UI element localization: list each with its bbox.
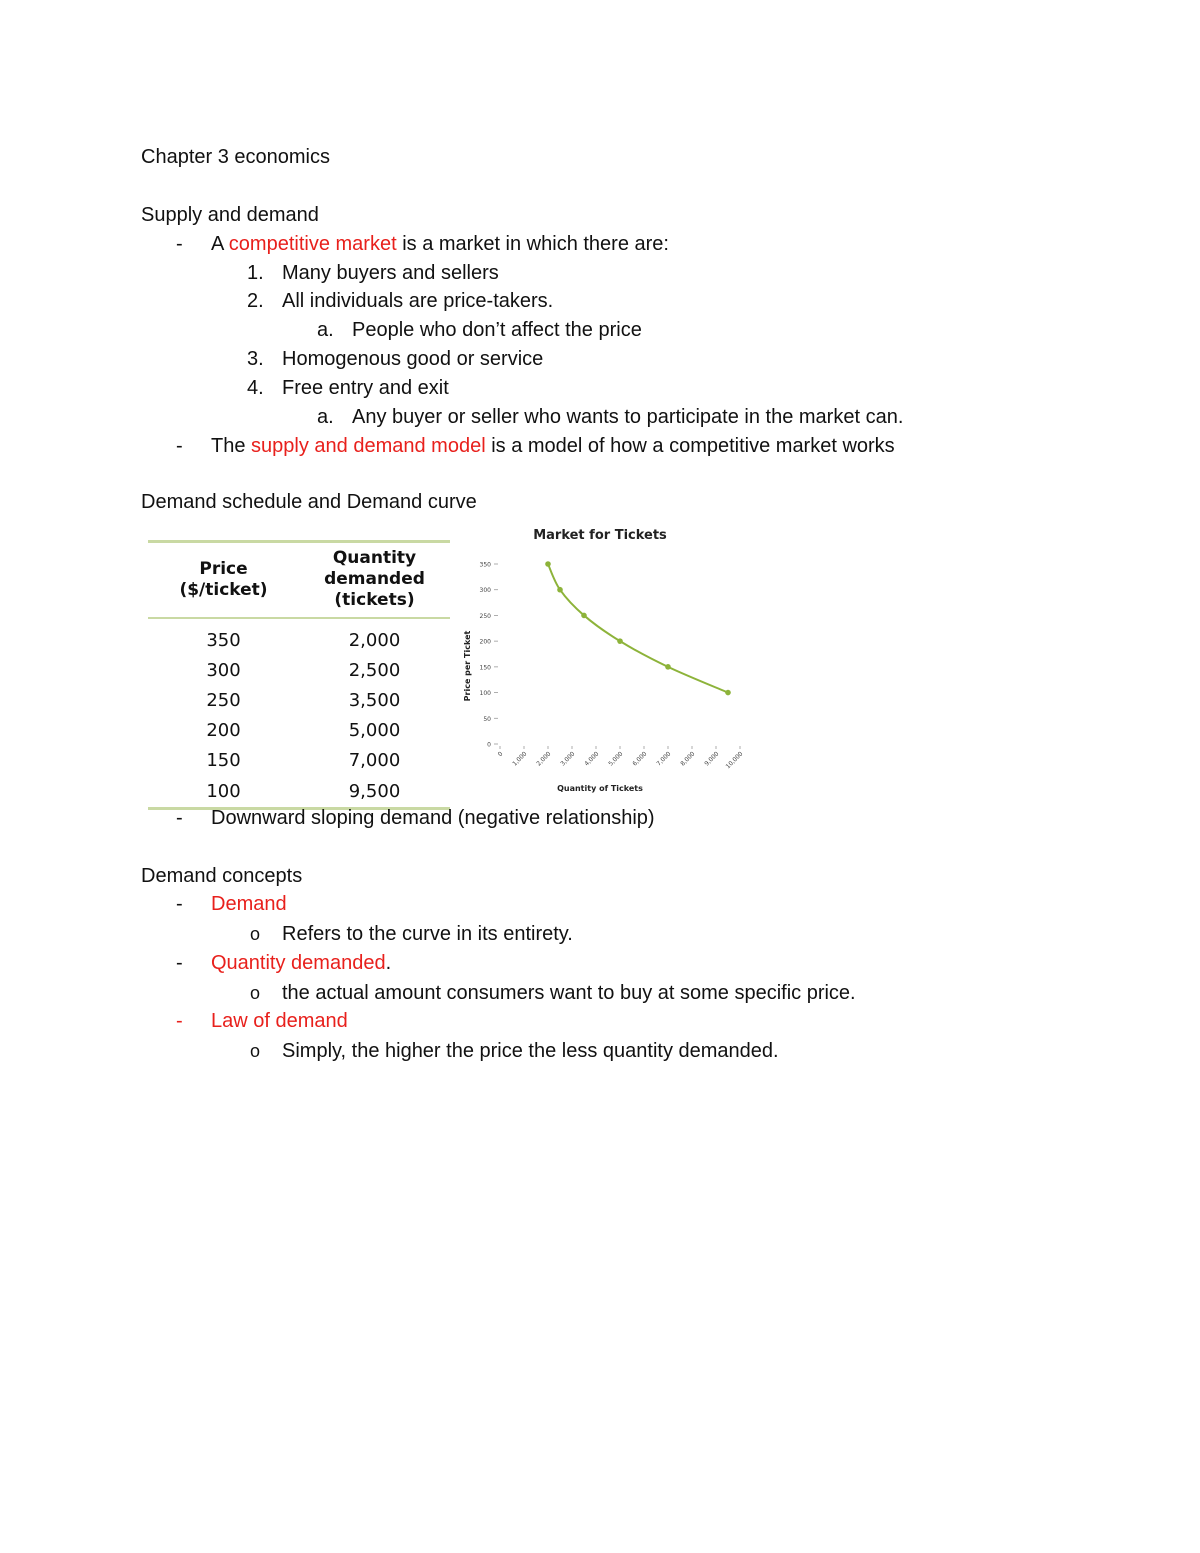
section-heading-demand-concepts: Demand concepts xyxy=(141,865,303,887)
concept-detail: Simply, the higher the price the less quantity demanded. xyxy=(282,1040,779,1062)
list-item: Free entry and exit xyxy=(282,377,449,399)
bullet-prefix: A xyxy=(211,233,229,255)
list-marker: 1. xyxy=(247,262,264,284)
concept-term-suffix: . xyxy=(385,952,392,974)
table-cell-quantity: 3,500 xyxy=(348,689,401,711)
concept-quantity-demanded xyxy=(211,951,391,975)
bullet-dash: - xyxy=(176,807,183,829)
table-header-price: Price ($/ticket) xyxy=(148,542,299,619)
x-tick-label: 3,000 xyxy=(559,750,577,768)
table-cell-price: 350 xyxy=(206,629,241,651)
y-tick-label: 0 xyxy=(487,741,491,749)
table-row xyxy=(148,745,450,775)
sublist-item: Any buyer or seller who wants to participate in the market can. xyxy=(352,406,904,428)
bullet-dash: - xyxy=(176,435,183,457)
x-tick-label: 7,000 xyxy=(655,750,673,768)
concept-detail: Refers to the curve in its entirety. xyxy=(282,923,573,945)
concept-term: Quantity demanded xyxy=(211,952,386,974)
list-item: Homogenous good or service xyxy=(282,348,544,370)
table-cell-price: 100 xyxy=(148,775,299,809)
table-cell-quantity: 2,500 xyxy=(348,659,401,681)
demand-data-point xyxy=(557,587,563,593)
demand-data-point xyxy=(617,638,623,644)
table-row xyxy=(148,655,450,685)
x-tick-label: 1,000 xyxy=(511,750,529,768)
table-cell-quantity: 9,500 xyxy=(299,775,450,809)
page-title: Chapter 3 economics xyxy=(141,146,330,168)
list-item: Many buyers and sellers xyxy=(282,262,499,284)
x-tick-label: 9,000 xyxy=(703,750,721,768)
bullet-dash: - xyxy=(176,233,183,255)
chart-y-axis-label: Price per Ticket xyxy=(463,630,472,702)
table-cell-price: 300 xyxy=(206,659,241,681)
bullet-dash: - xyxy=(176,952,183,974)
market-for-tickets-chart xyxy=(452,514,776,800)
list-marker: 3. xyxy=(247,348,264,370)
y-tick-label: 250 xyxy=(479,612,491,620)
table-cell-price: 250 xyxy=(206,689,241,711)
concept-term: Demand xyxy=(211,893,287,915)
demand-slope-note: Downward sloping demand (negative relationship) xyxy=(211,807,655,829)
y-tick-label: 300 xyxy=(479,587,491,595)
table-row xyxy=(148,685,450,715)
x-tick-label: 6,000 xyxy=(631,750,649,768)
bullet-supply-demand-model xyxy=(211,434,895,458)
demand-data-point xyxy=(665,664,671,670)
table-row xyxy=(148,715,450,745)
table-header-quantity: Quantity demanded (tickets) xyxy=(299,542,450,619)
table-cell-quantity: 2,000 xyxy=(348,629,401,651)
table-cell-price: 150 xyxy=(206,749,241,771)
demand-data-point xyxy=(725,690,731,696)
concept-demand xyxy=(211,892,287,916)
list-item: All individuals are price-takers. xyxy=(282,290,554,312)
concept-law-of-demand xyxy=(211,1009,348,1033)
bullet-dash: - xyxy=(176,1010,183,1032)
chart-title: Market for Tickets xyxy=(533,528,667,543)
bullet-suffix: is a market in which there are: xyxy=(396,233,669,255)
bullet-competitive-market xyxy=(211,232,669,256)
list-marker: 2. xyxy=(247,290,264,312)
x-tick-label: 8,000 xyxy=(679,750,697,768)
table-row xyxy=(148,618,450,655)
chart-x-axis-label: Quantity of Tickets xyxy=(557,784,643,793)
y-tick-label: 50 xyxy=(483,715,491,723)
x-tick-label: 4,000 xyxy=(583,750,601,768)
concept-term: Law of demand xyxy=(211,1010,348,1032)
table-cell-quantity: 7,000 xyxy=(348,749,401,771)
sub-bullet-marker: o xyxy=(250,924,261,944)
concept-detail: the actual amount consumers want to buy at some specific price. xyxy=(282,982,856,1004)
sublist-marker: a. xyxy=(317,406,334,428)
table-row xyxy=(148,775,450,809)
table-cell-quantity: 5,000 xyxy=(348,719,401,741)
bullet-suffix: is a model of how a competitive market works xyxy=(485,435,895,457)
y-tick-label: 100 xyxy=(479,690,491,698)
x-tick-label: 2,000 xyxy=(535,750,553,768)
y-tick-label: 200 xyxy=(479,638,491,646)
x-tick-label: 0 xyxy=(496,750,505,759)
term-competitive-market: competitive market xyxy=(228,233,397,255)
demand-schedule-table xyxy=(148,540,450,810)
sub-bullet-marker: o xyxy=(250,1041,261,1061)
section-heading-demand-schedule: Demand schedule and Demand curve xyxy=(141,491,477,513)
bullet-prefix: The xyxy=(211,435,252,457)
y-tick-label: 150 xyxy=(479,664,491,672)
x-tick-label: 10,000 xyxy=(724,750,745,771)
sub-bullet-marker: o xyxy=(250,983,261,1003)
bullet-dash: - xyxy=(176,893,183,915)
x-tick-label: 5,000 xyxy=(607,750,625,768)
demand-data-point xyxy=(545,561,551,567)
sublist-item: People who don’t affect the price xyxy=(352,319,642,341)
table-cell-price: 200 xyxy=(206,719,241,741)
section-heading-supply-demand: Supply and demand xyxy=(141,204,319,226)
y-tick-label: 350 xyxy=(479,561,491,569)
term-supply-demand-model: supply and demand model xyxy=(251,435,486,457)
demand-data-point xyxy=(581,613,587,619)
sublist-marker: a. xyxy=(317,319,334,341)
list-marker: 4. xyxy=(247,377,264,399)
